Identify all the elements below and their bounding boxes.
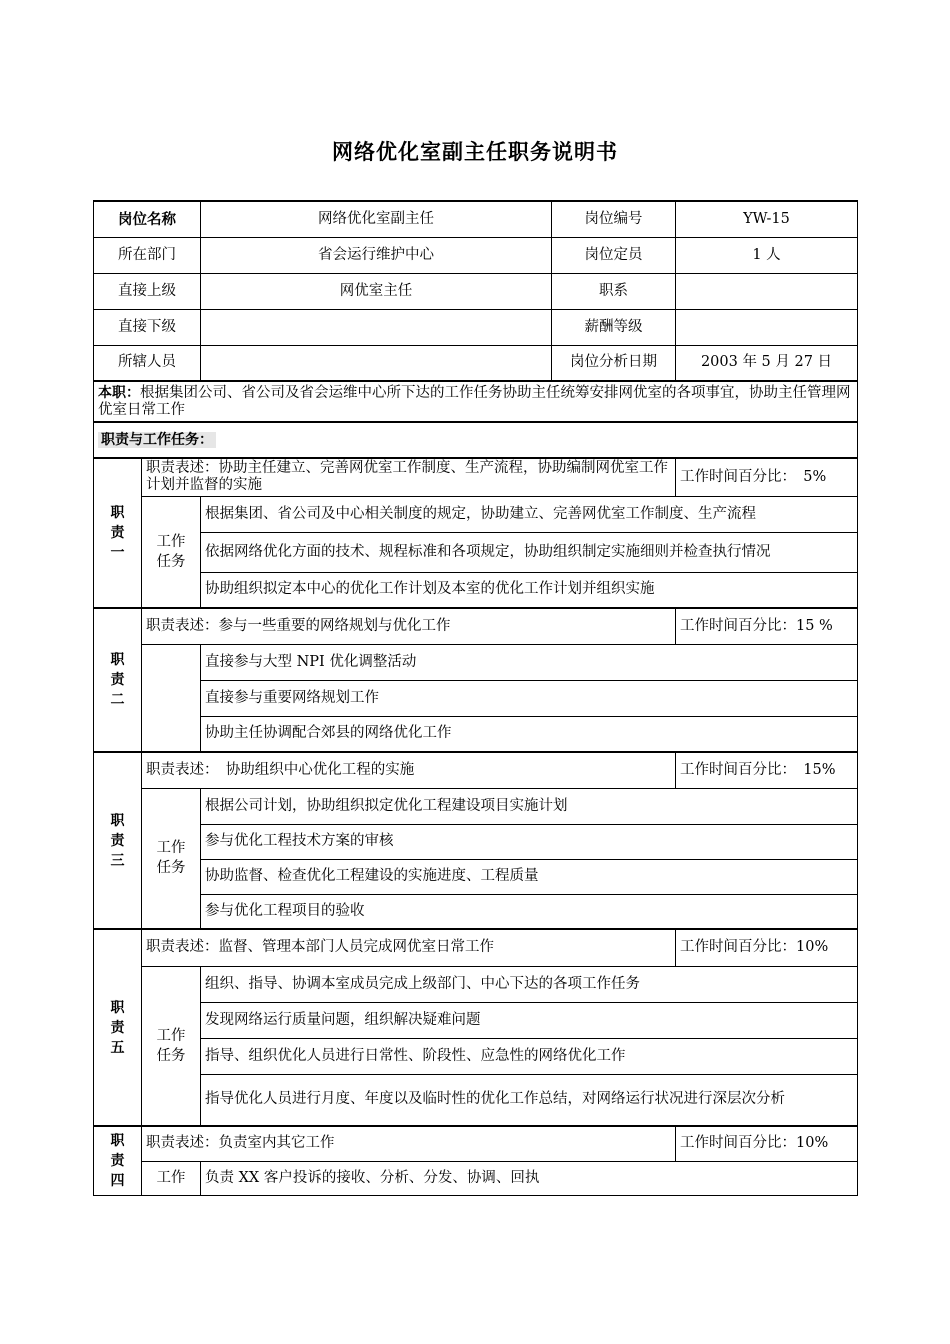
headcount-value: 1 人 xyxy=(676,237,858,273)
duties-header-cell xyxy=(94,422,858,458)
staff-label: 所辖人员 xyxy=(94,345,201,381)
post-no-value: YW-15 xyxy=(676,201,858,237)
series-label: 职系 xyxy=(552,273,676,309)
staff-value xyxy=(201,345,552,381)
duty-5-label: 职 责 五 xyxy=(94,929,142,1126)
duty-2-pct: 工作时间百分比：15 % xyxy=(676,608,858,644)
duty-2-task-1: 直接参与大型 NPI 优化调整活动 xyxy=(201,644,858,680)
duty-5-task-1: 组织、指导、协调本室成员完成上级部门、中心下达的各项工作任务 xyxy=(201,966,858,1002)
duty-3-task-4: 参与优化工程项目的验收 xyxy=(201,894,858,929)
salary-label: 薪酬等级 xyxy=(552,309,676,345)
duty-5-task-3: 指导、组织优化人员进行日常性、阶段性、应急性的网络优化工作 xyxy=(201,1038,858,1074)
date-value: 2003 年 5 月 27 日 xyxy=(676,345,858,381)
duty-4-task-1: 负责 XX 客户投诉的接收、分析、分发、协调、回执 xyxy=(201,1161,858,1195)
subordinate-value xyxy=(201,309,552,345)
duties-header: 职责与工作任务： xyxy=(98,432,216,448)
post-no-label: 岗位编号 xyxy=(552,201,676,237)
headcount-label: 岗位定员 xyxy=(552,237,676,273)
duty-1-task-3: 协助组织拟定本中心的优化工作计划及本室的优化工作计划并组织实施 xyxy=(201,572,858,608)
duty-1-work-label: 工作 任务 xyxy=(142,496,201,608)
series-value xyxy=(676,273,858,309)
main-duty-text: 根据集团公司、省公司及省会运维中心所下达的工作任务协助主任统筹安排网优室的各项事宜，协助主任管理网优室日常工作 xyxy=(98,384,851,418)
duty-3-desc: 职责表述： 协助组织中心优化工程的实施 xyxy=(142,752,676,788)
duty-4-work-label: 工作 xyxy=(142,1161,201,1195)
date-label: 岗位分析日期 xyxy=(552,345,676,381)
duty-5-pct: 工作时间百分比：10% xyxy=(676,929,858,966)
duty-2-work-label xyxy=(142,644,201,752)
duty-5-task-2: 发现网络运行质量问题，组织解决疑难问题 xyxy=(201,1002,858,1038)
duty-3-pct: 工作时间百分比： 15% xyxy=(676,752,858,788)
dept-value: 省会运行维护中心 xyxy=(201,237,552,273)
duty-2-task-3: 协助主任协调配合郊县的网络优化工作 xyxy=(201,716,858,752)
dept-label: 所在部门 xyxy=(94,237,201,273)
duty-5-desc: 职责表述：监督、管理本部门人员完成网优室日常工作 xyxy=(142,929,676,966)
post-name-value: 网络优化室副主任 xyxy=(201,201,552,237)
job-description-table xyxy=(93,200,858,1196)
duty-3-task-2: 参与优化工程技术方案的审核 xyxy=(201,824,858,859)
duty-5-work-label: 工作 任务 xyxy=(142,966,201,1126)
superior-value: 网优室主任 xyxy=(201,273,552,309)
duty-3-work-label: 工作 任务 xyxy=(142,788,201,929)
superior-label: 直接上级 xyxy=(94,273,201,309)
duty-1-task-1: 根据集团、省公司及中心相关制度的规定，协助建立、完善网优室工作制度、生产流程 xyxy=(201,496,858,532)
duty-1-pct: 工作时间百分比： 5% xyxy=(676,458,858,496)
duty-1-label: 职 责 一 xyxy=(94,458,142,608)
duty-5-task-4: 指导优化人员进行月度、年度以及临时性的优化工作总结，对网络运行状况进行深层次分析 xyxy=(201,1074,858,1126)
duty-1-desc: 职责表述：协助主任建立、完善网优室工作制度、生产流程，协助编制网优室工作计划并监督的实施 xyxy=(142,458,676,496)
duty-3-label: 职 责 三 xyxy=(94,752,142,929)
post-name-label: 岗位名称 xyxy=(94,201,201,237)
duty-2-label: 职 责 二 xyxy=(94,608,142,752)
duty-1-task-2: 依据网络优化方面的技术、规程标准和各项规定，协助组织制定实施细则并检查执行情况 xyxy=(201,532,858,572)
duty-3-task-3: 协助监督、检查优化工程建设的实施进度、工程质量 xyxy=(201,859,858,894)
page-title: 网络优化室副主任职务说明书 xyxy=(332,140,618,164)
main-duty-cell xyxy=(94,381,858,422)
salary-value xyxy=(676,309,858,345)
duty-4-desc: 职责表述：负责室内其它工作 xyxy=(142,1126,676,1161)
duty-4-label: 职 责 四 xyxy=(94,1126,142,1195)
duty-2-task-2: 直接参与重要网络规划工作 xyxy=(201,680,858,716)
subordinate-label: 直接下级 xyxy=(94,309,201,345)
duty-3-task-1: 根据公司计划，协助组织拟定优化工程建设项目实施计划 xyxy=(201,788,858,824)
duty-4-pct: 工作时间百分比：10% xyxy=(676,1126,858,1161)
main-duty-label: 本职： xyxy=(98,384,140,401)
duty-2-desc: 职责表述：参与一些重要的网络规划与优化工作 xyxy=(142,608,676,644)
